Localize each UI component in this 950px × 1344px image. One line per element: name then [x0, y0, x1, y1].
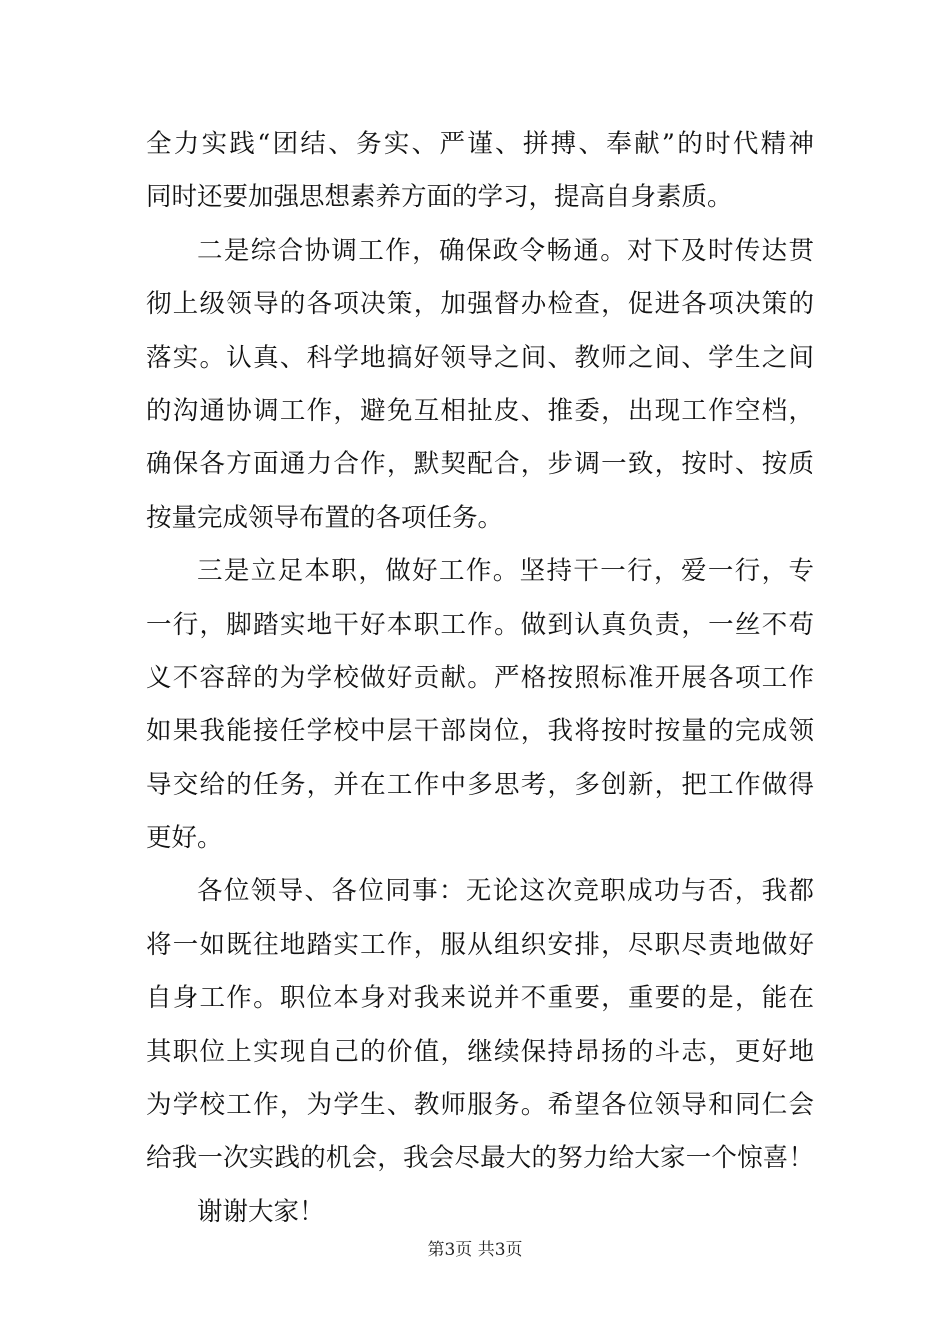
text-line: 如果我能接任学校中层干部岗位，我将按时按量的完成领: [146, 716, 814, 747]
page-number-footer: 第3页 共3页: [427, 1240, 523, 1260]
text-line: 其职位上实现自己的价值，继续保持昂扬的斗志，更好地: [146, 1036, 814, 1067]
text-line: 为学校工作，为学生、教师服务。希望各位领导和同仁会: [146, 1090, 814, 1121]
text-line: 一行，脚踏实地干好本职工作。做到认真负责，一丝不苟: [146, 609, 814, 640]
paragraph-start-line: 三是立足本职，做好工作。坚持干一行，爱一行，专: [197, 556, 814, 587]
text-line: 更好。: [146, 823, 223, 854]
text-line: 落实。认真、科学地搞好领导之间、教师之间、学生之间: [146, 342, 814, 373]
text-line: 全力实践“团结、务实、严谨、拼搏、奉献”的时代精神: [146, 129, 814, 159]
text-line: 的沟通协调工作，避免互相扯皮、推委，出现工作空档，: [146, 395, 814, 426]
text-line: 同时还要加强思想素养方面的学习，提高自身素质。: [146, 182, 733, 213]
text-line: 确保各方面通力合作，默契配合，步调一致，按时、按质: [146, 449, 814, 480]
document-body: [146, 118, 814, 1239]
text-line: 给我一次实践的机会，我会尽最大的努力给大家一个惊喜！: [146, 1143, 814, 1174]
text-line: 自身工作。职位本身对我来说并不重要，重要的是，能在: [146, 983, 814, 1014]
text-line: 导交给的任务，并在工作中多思考，多创新，把工作做得: [146, 769, 814, 800]
text-line: 义不容辞的为学校做好贡献。严格按照标准开展各项工作: [146, 662, 814, 693]
text-line: 将一如既往地踏实工作，服从组织安排，尽职尽责地做好: [146, 929, 814, 960]
paragraph-start-line: 各位领导、各位同事：无论这次竞职成功与否，我都: [197, 876, 814, 907]
text-line: 彻上级领导的各项决策，加强督办检查，促进各项决策的: [146, 289, 814, 320]
closing-line: 谢谢大家！: [197, 1196, 325, 1227]
text-line: 按量完成领导布置的各项任务。: [146, 502, 504, 533]
paragraph-start-line: 二是综合协调工作，确保政令畅通。对下及时传达贯: [197, 235, 814, 266]
